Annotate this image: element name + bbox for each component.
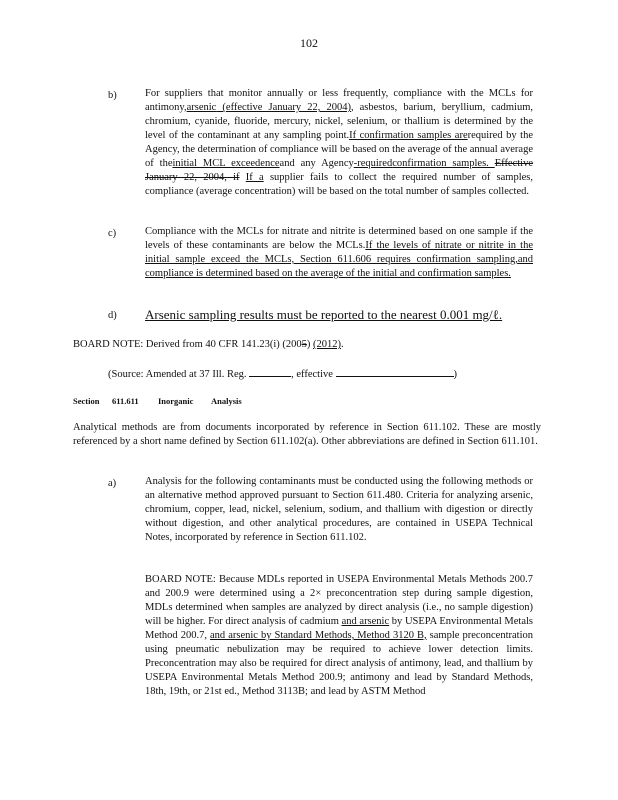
section-number: 611.611 [112,396,139,406]
item-c-text-1: Compliance with the MCLs for nitrate and nitrite is determined based on one sample if the levels of these contaminants are below the MCLs. [145,226,533,251]
board-note-mdl-text-3: by USEPA Environmental Metals Method 200.7, [145,616,533,641]
item-b-inserted-confirmation: If confirmation samples are [349,130,468,141]
item-b-text-1: For suppliers that monitor annually or less frequently, compliance with the MCLs for antimony, [145,88,533,113]
item-d-label: d) [108,310,117,321]
board-note-derived-inserted: (2012) [313,339,342,350]
board-note-derived [73,338,543,352]
item-b-text-4: and any Agency [279,158,354,169]
item-b-inserted-if: If a [245,172,264,183]
board-note-mdl-inserted-standard-methods: and arsenic by Standard Methods, Method 3120 B, [210,630,427,641]
item-d-text: Arsenic sampling results must be reported to the nearest 0.001 mg/ℓ. [145,307,503,322]
page-number: 102 [300,36,318,50]
item-c-inserted-if: If the levels of nitrate or nitrite in the initial sample exceed the MCLs, Section 611.606 requires confirmation sampling, [145,240,533,265]
board-note-mdl-text-2: preconcentration step during sample digestion, MDLs determined when samples are analyzed by direct analysis (i.e., no sample digestion) will be higher. For direct analysis of cadmium [145,588,533,627]
board-note-derived-text: BOARD NOTE: Derived from 40 CFR 141.23(i) (200 [73,339,302,350]
item-c-label: c) [108,228,117,239]
board-note-mdl-text-4: sample preconcentration using pneumatic nebulization may be required to achieve lower detection limits. Preconcentration may also be required for direct analysis of antimony, lead, and thallium by USEPA Environmental Metals Method 200.9; antimony and lead by Standard Methods, 18th, 19th, or 21st ed., Method 3113B; and lead by ASTM Method [145,630,534,697]
item-a-text: Analysis for the following contaminants must be conducted using the following methods or an alternative method approved pursuant to Section 611.480. Criteria for analyzing arsenic, chromium, copper, lead, nickel, selenium, sodium, and thallium with digestion or directly without digestion, and other analytical procedures, are contained in USEPA Technical Notes, incorporated by reference in Section 611.102. [145,476,533,543]
item-b-text [145,87,533,199]
register-blank [249,366,291,377]
effective-date-blank [336,366,454,377]
item-b-text-3: required by the Agency, the determination of compliance will be based on the average of the annual average of the [145,130,533,169]
source-line [108,366,538,382]
source-amended: (Source: Amended at 37 Ill. Reg. [108,369,250,380]
section-title-2: Analysis [211,396,242,406]
item-b-label: b) [108,90,117,101]
item-b-inserted-confirmation-2: confirmation samples. [392,158,495,169]
board-note-mdl [145,573,533,699]
board-note-mdl-times: × [315,588,322,599]
section-title: Inorganic [158,396,194,406]
board-note-mdl-inserted-arsenic: and arsenic [341,616,390,627]
item-b-inserted-arsenic: arsenic [186,102,217,113]
item-b-text-5: supplier fails to collect the required number of samples, compliance (average concentration) will be based on the total number of samples collected. [145,172,534,197]
item-b-inserted-exceedence: initial MCL exceedence [172,158,280,169]
section-intro: Analytical methods are from documents incorporated by reference in Section 611.102. These are mostly referenced by a short name defined by Section 611.102(a). Other abbreviations are defined in Section 611.101. [73,422,541,447]
board-note-derived-period: . [341,339,344,350]
board-note-derived-close: ) [306,339,314,350]
board-note-mdl-text-1: BOARD NOTE: Because MDLs reported in USEPA Environmental Metals Methods 200.7 and 200.9 were determined using a 2 [145,574,533,599]
item-b-inserted-required: -required [353,158,393,169]
item-c-text [145,225,533,281]
item-a-label: a) [108,478,117,489]
item-c-inserted-and: and compliance is determined based on the average of the initial and confirmation samples. [145,254,533,279]
item-b-text-2: , asbestos, barium, beryllium, cadmium, chromium, cyanide, fluoride, mercury, nickel, selenium, or thallium is determined by the level of the contaminant at any sampling point. [145,102,533,141]
item-b-deleted-text: Effective January 22, 2004, if [145,158,534,183]
section-label: Section [73,396,100,406]
item-b-inserted-effective: (effective January 22, 2004) [216,102,351,113]
board-note-derived-deleted: 5 [301,339,307,350]
source-effective: , effective [291,369,336,380]
source-close: ) [453,369,458,380]
